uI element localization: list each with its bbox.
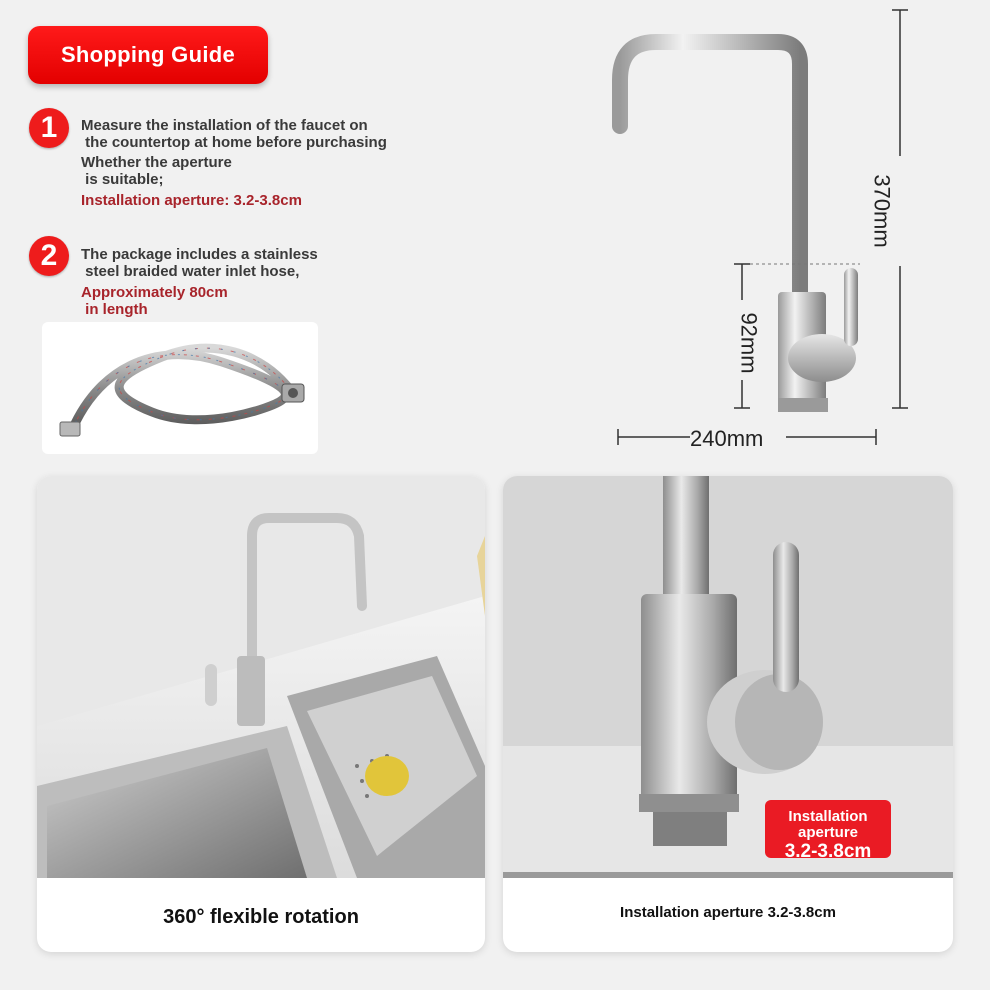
- aperture-tag-value: 3.2-3.8cm: [784, 841, 872, 862]
- aperture-photo-card: [503, 476, 953, 952]
- step-2-length: Approximately 80cm in length: [81, 284, 228, 318]
- rotation-photo-card: [37, 476, 485, 952]
- hose-image-card: [42, 322, 318, 454]
- step-2-text: The package includes a stainless steel braided water inlet hose,: [81, 246, 318, 280]
- aperture-caption: Installation aperture 3.2-3.8cm: [620, 904, 836, 921]
- step-2-number: 2: [29, 236, 69, 276]
- page-title: Shopping Guide: [60, 42, 236, 67]
- dimension-diagram: [560, 0, 990, 470]
- step-1-aperture: Installation aperture: 3.2-3.8cm: [81, 192, 302, 209]
- braided-hose-image: [42, 322, 318, 454]
- sink-faucet-photo: [37, 476, 485, 878]
- width-label: 240mm: [690, 426, 764, 451]
- shopping-guide-badge: [28, 26, 268, 84]
- total-height-label: 370mm: [869, 174, 895, 248]
- faucet-dimension-drawing: [560, 0, 990, 470]
- step-1-text: Measure the installation of the faucet on the countertop at home before purchasing: [81, 117, 387, 151]
- aperture-tag: [765, 800, 891, 862]
- aperture-tag-label: Installation aperture: [788, 808, 868, 841]
- rotation-caption: 360° flexible rotation: [163, 906, 359, 928]
- step-1-subtext: Whether the aperture is suitable;: [81, 154, 232, 188]
- body-height-label: 92mm: [736, 312, 762, 374]
- step-1-number: 1: [29, 108, 69, 148]
